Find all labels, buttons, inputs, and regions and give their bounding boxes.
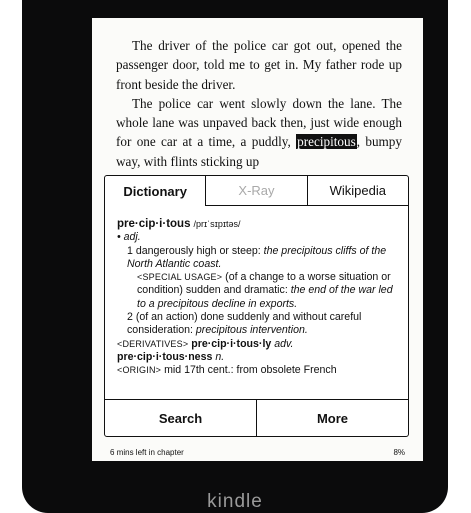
kindle-logo: kindle xyxy=(207,491,263,512)
part-of-speech-text: • adj. xyxy=(117,231,141,244)
special-usage xyxy=(117,271,403,311)
sense-1-text: 1 dangerously high or steep: xyxy=(127,244,264,257)
origin-label: <ORIGIN> xyxy=(117,365,162,376)
special-usage-text: (of a change to a worse situation or condition) sudden and dramatic: xyxy=(137,271,391,297)
kindle-device xyxy=(22,0,448,513)
derivative-2-pos: n. xyxy=(215,350,225,363)
paragraph-2 xyxy=(116,94,402,171)
derivative-1-pos: adv. xyxy=(274,337,294,350)
derivative-2: pre·cip·i·tous·ness xyxy=(117,350,216,363)
origin xyxy=(117,364,403,377)
selected-word[interactable]: precipitous xyxy=(297,134,356,150)
time-left-in-chapter: 6 mins left in chapter xyxy=(110,448,184,457)
e-ink-screen xyxy=(92,18,423,461)
lookup-tabs xyxy=(105,176,408,206)
search-button[interactable]: Search xyxy=(158,410,203,426)
derivatives-label: <DERIVATIVES> xyxy=(117,338,189,349)
paragraph-2-text: The police car went slowly down the lane. The whole lane was unpaved back then, just wide enough for one car at a time, a puddly, xyxy=(116,95,402,150)
tab-dictionary[interactable]: Dictionary xyxy=(123,183,187,199)
sense-1-example: the precipitous cliffs of the North Atlantic coast. xyxy=(127,244,387,270)
special-usage-label: <SPECIAL USAGE> xyxy=(137,272,223,283)
popup-buttons xyxy=(105,399,408,436)
headword-line xyxy=(117,218,403,231)
reading-progress: 8% xyxy=(393,448,405,457)
sense-2 xyxy=(117,311,403,338)
special-usage-example: the end of the war led to a precipitous decline in exports. xyxy=(137,284,393,310)
derivative-1: pre·cip·i·tous·ly xyxy=(188,337,275,350)
pronunciation: /prɪˈsɪpɪtəs/ xyxy=(193,219,241,229)
lookup-popup xyxy=(104,175,409,437)
tab-x-ray[interactable]: X-Ray xyxy=(205,176,306,206)
sense-1 xyxy=(117,245,403,272)
sense-2-example: precipitous intervention. xyxy=(195,324,308,337)
paragraph-2-rest: , bumpy way, with flints sticking up xyxy=(116,134,402,169)
paragraph-1: The driver of the police car got out, opened the passenger door, told me to get in. My father rode up front beside the driver. xyxy=(116,38,402,92)
sense-2-text: 2 (of an action) done suddenly and without careful consideration: xyxy=(127,311,362,337)
tab-wikipedia[interactable]: Wikipedia xyxy=(307,176,408,206)
dictionary-definition[interactable] xyxy=(117,218,403,378)
more-button[interactable]: More xyxy=(256,400,408,436)
derivatives xyxy=(117,338,403,351)
book-text[interactable] xyxy=(116,36,402,171)
headword: pre·cip·i·tous xyxy=(117,218,191,230)
part-of-speech xyxy=(117,231,403,244)
origin-text: mid 17th cent.: from obsolete French xyxy=(161,364,337,377)
derivative-2-line xyxy=(117,351,403,364)
